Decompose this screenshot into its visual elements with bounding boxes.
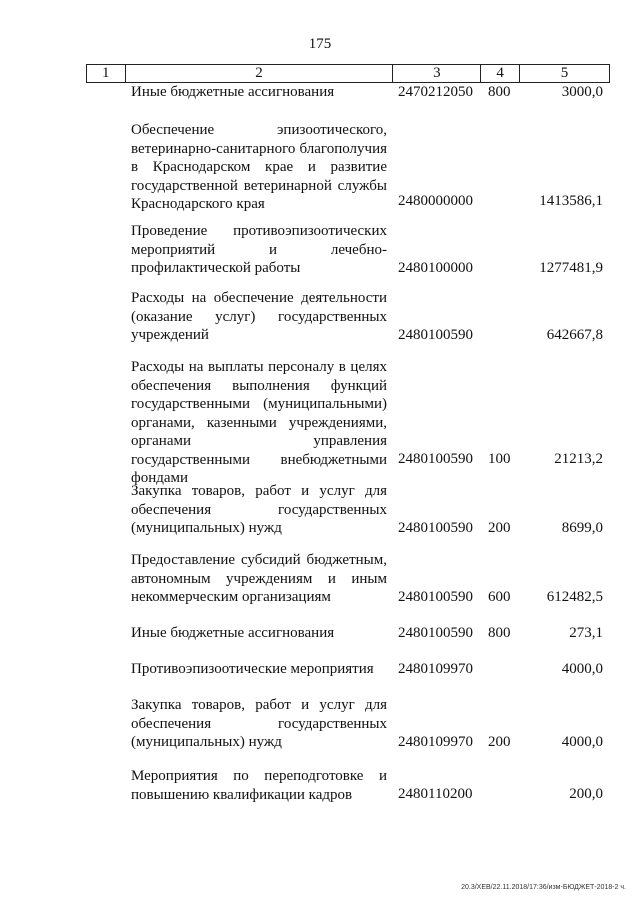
- column-header-2: 2: [125, 65, 393, 83]
- row-code: 2480100590: [398, 451, 473, 467]
- row-name: Расходы на обеспечение деятельности (оказание услуг) государственных учреждений: [131, 290, 387, 343]
- row-name: Противоэпизоотические мероприятия: [131, 661, 374, 677]
- row-code: 2480100000: [398, 260, 473, 276]
- row-code: 2480100590: [398, 520, 473, 536]
- row-sum: 1277481,9: [539, 260, 603, 276]
- row-code: 2470212050: [398, 84, 473, 100]
- row-expense-type: 800: [488, 625, 511, 641]
- row-code: 2480100590: [398, 589, 473, 605]
- row-sum: 612482,5: [546, 589, 603, 605]
- row-expense-type: 200: [488, 520, 511, 536]
- row-expense-type: 200: [488, 734, 511, 750]
- row-code: 2480109970: [398, 661, 473, 677]
- column-header-table: [86, 64, 610, 83]
- footer-stamp: 20.3/XEB/22.11.2018/17:36/изм-БЮДЖЕТ-2018-2 ч.: [461, 884, 626, 891]
- row-code: 2480100590: [398, 327, 473, 343]
- row-sum: 21213,2: [554, 451, 603, 467]
- row-name: Иные бюджетные ассигнования: [131, 84, 335, 100]
- row-name: Обеспечение эпизоотического, ветеринарно-санитарного благополучия в Краснодарском крае и развитие государственной ветеринарной службы Краснодарского края: [131, 122, 387, 212]
- row-expense-type: 600: [488, 589, 511, 605]
- row-sum: 4000,0: [561, 661, 603, 677]
- row-sum: 200,0: [569, 786, 603, 802]
- row-sum: 273,1: [569, 625, 603, 641]
- row-name: Иные бюджетные ассигнования: [131, 625, 335, 641]
- row-code: 2480110200: [398, 786, 473, 802]
- row-code: 2480109970: [398, 734, 473, 750]
- column-header-1: 1: [87, 65, 126, 83]
- row-expense-type: 100: [488, 451, 511, 467]
- row-name: Проведение противоэпизоотических мероприятий и лечебно-профилактической работы: [131, 223, 387, 276]
- row-sum: 4000,0: [561, 734, 603, 750]
- row-code: 2480000000: [398, 193, 473, 209]
- page-number: 175: [308, 36, 332, 52]
- column-header-3: 3: [393, 65, 481, 83]
- row-name: Расходы на выплаты персоналу в целях обеспечения выполнения функций государственными (муниципальными) органами, казенными учреждениями, органами управления государственными внебюджетными фондами: [131, 359, 387, 486]
- row-name: Предоставление субсидий бюджетным, автономным учреждениям и иным некоммерческим организациям: [131, 552, 387, 605]
- row-name: Мероприятия по переподготовке и повышению квалификации кадров: [131, 768, 387, 803]
- row-expense-type: 800: [488, 84, 511, 100]
- row-name: Закупка товаров, работ и услуг для обеспечения государственных (муниципальных) нужд: [131, 483, 387, 536]
- row-sum: 642667,8: [546, 327, 603, 343]
- row-name: Закупка товаров, работ и услуг для обеспечения государственных (муниципальных) нужд: [131, 697, 387, 750]
- column-header-4: 4: [481, 65, 520, 83]
- row-sum: 1413586,1: [539, 193, 603, 209]
- row-code: 2480100590: [398, 625, 473, 641]
- column-header-5: 5: [519, 65, 609, 83]
- row-sum: 8699,0: [561, 520, 603, 536]
- row-sum: 3000,0: [561, 84, 603, 100]
